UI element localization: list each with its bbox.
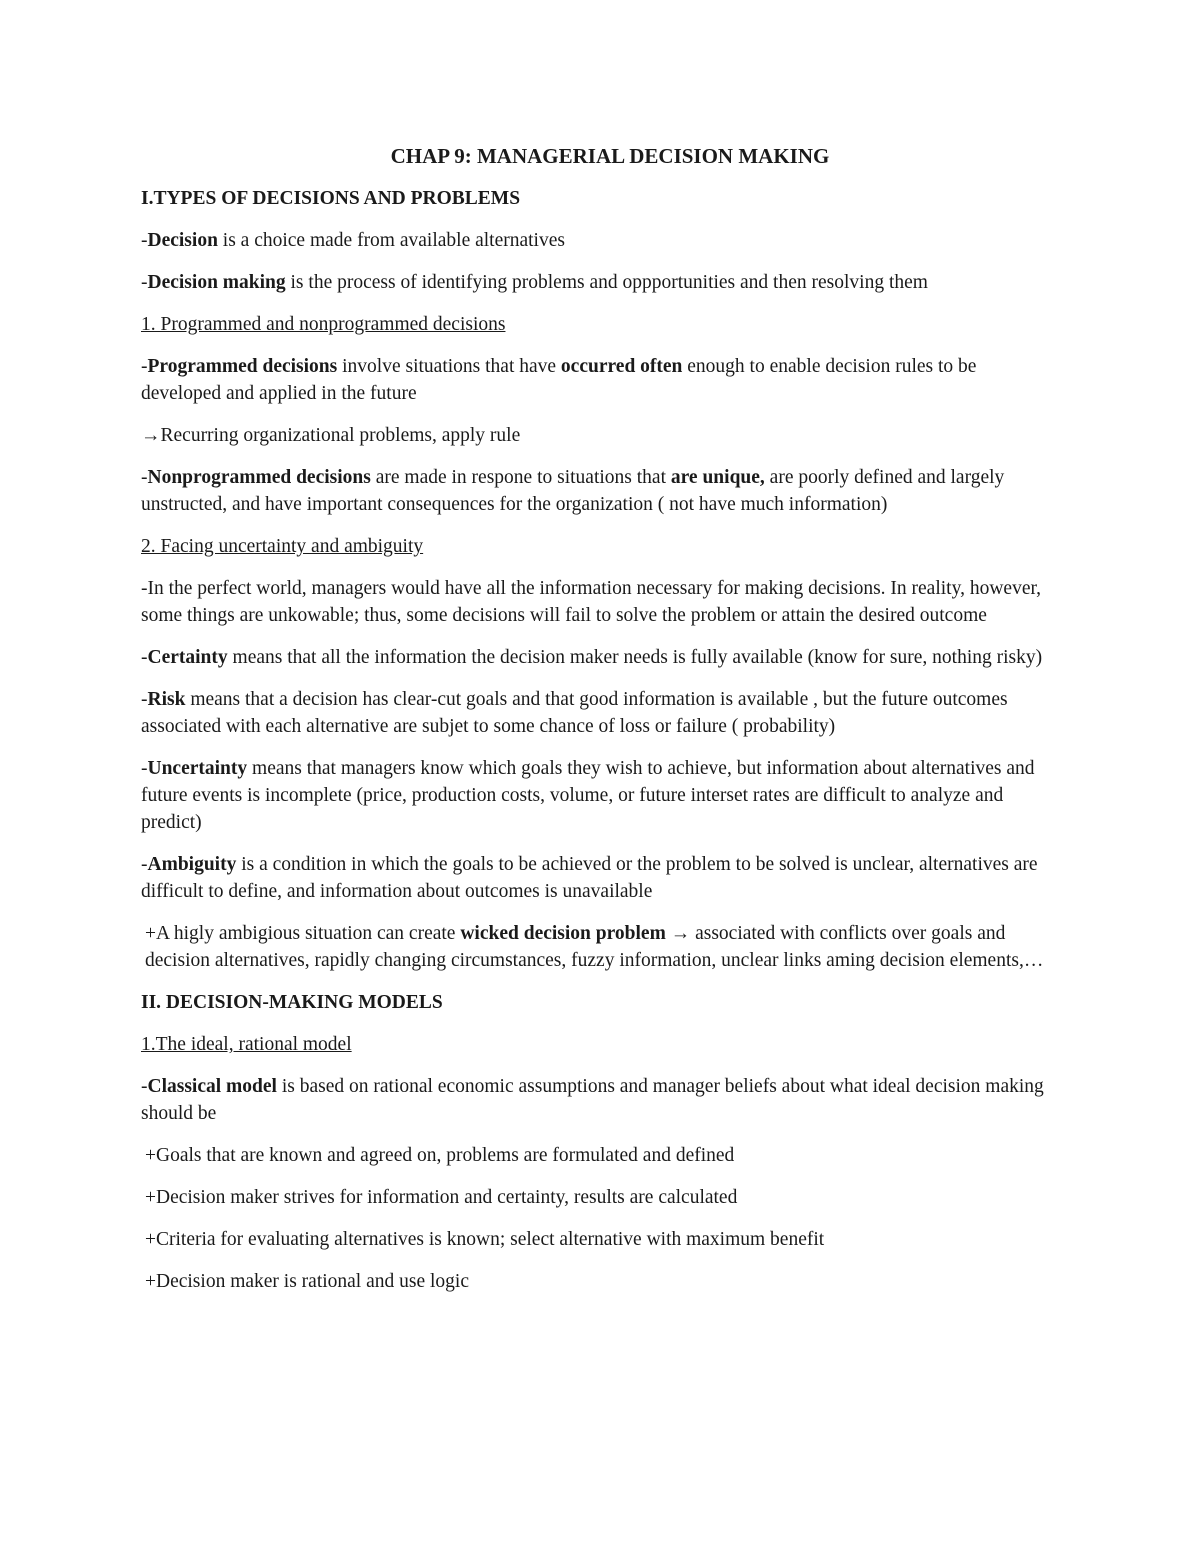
text-segment: are made in respone to situations that [370,467,671,488]
paragraph-classical-model [141,1073,1061,1127]
text-segment: +A higly ambigious situation can create [145,923,461,944]
definition-text: means that managers know which goals they wish to achieve, but information about alternatives and future events is incomplete (price, production costs, volume, or future interset rates are difficult to analyze and predict) [141,758,1035,833]
term-classical-model: Classical model [147,1076,277,1097]
text-segment: are poorly defined and largely unstructed, and have important consequences for the organization ( not have much information) [141,467,1005,515]
dash: - [141,689,148,710]
subheading-programmed-nonprogrammed: 1. Programmed and nonprogrammed decisions [141,314,506,335]
term-decision: Decision [147,230,218,251]
definition-text: is a condition in which the goals to be achieved or the problem to be solved is unclear, alternatives are difficult to define, and information about outcomes is unavailable [141,854,1038,902]
term-are-unique: are unique, [670,467,765,488]
dash: - [141,647,148,668]
definition-text: means that a decision has clear-cut goals and that good information is available , but the future outcomes associated with each alternative are subjet to some chance of loss or failure ( probability) [141,689,1008,737]
dash: - [141,854,148,875]
list-item: +Decision maker is rational and use logic [145,1271,469,1292]
term-decision-making: Decision making [147,272,286,293]
section-heading-types-of-decisions: I.TYPES OF DECISIONS AND PROBLEMS [141,188,521,209]
dash: - [141,272,148,293]
dash: - [141,758,148,779]
paragraph-nonprogrammed-decisions [141,464,1061,518]
definition-text: is the process of identifying problems and oppportunities and then resolving them [285,272,928,293]
text-segment: associated with conflicts over goals and decision alternatives, rapidly changing circumstances, fuzzy information, unclear links aming decision elements,… [145,923,1044,971]
dash: - [141,356,148,377]
paragraph-uncertainty [141,755,1061,836]
definition-text: is a choice made from available alternatives [217,230,565,251]
term-occurred-often: occurred often [560,356,683,377]
paragraph-recurring-problems: →Recurring organizational problems, apply rule [141,425,521,446]
term-uncertainty: Uncertainty [147,758,248,779]
term-ambiguity: Ambiguity [147,854,237,875]
dash: - [141,1076,148,1097]
dash: - [141,230,148,251]
term-certainty: Certainty [147,647,228,668]
term-programmed-decisions: Programmed decisions [147,356,338,377]
definition-text: is based on rational economic assumptions and manager beliefs about what ideal decision making should be [141,1076,1044,1124]
dash: - [141,467,148,488]
subheading-uncertainty-ambiguity: 2. Facing uncertainty and ambiguity [141,536,424,557]
list-item: +Decision maker strives for information and certainty, results are calculated [145,1187,738,1208]
paragraph-decision-making-definition [141,269,1061,296]
subheading-ideal-rational-model: 1.The ideal, rational model [141,1034,352,1055]
list-item: +Goals that are known and agreed on, problems are formulated and defined [145,1145,735,1166]
term-risk: Risk [147,689,186,710]
section-heading-decision-making-models: II. DECISION-MAKING MODELS [141,992,443,1013]
paragraph-risk [141,686,1061,740]
term-nonprogrammed-decisions: Nonprogrammed decisions [147,467,371,488]
text-segment: involve situations that have [337,356,561,377]
paragraph-certainty [141,644,1061,671]
list-item: +Criteria for evaluating alternatives is known; select alternative with maximum benefit [145,1229,825,1250]
paragraph-perfect-world: -In the perfect world, managers would have all the information necessary for making decisions. In reality, however, some things are unkowable; thus, some decisions will fail to solve the problem or attain the desired outcome [141,578,1042,626]
arrow-right-icon: → [665,923,691,944]
text-segment: enough to enable decision rules to be developed and applied in the future [141,356,977,404]
document-page [141,142,1061,1310]
paragraph-wicked-problem [141,920,1061,974]
page-title: CHAP 9: MANAGERIAL DECISION MAKING [390,144,830,168]
term-wicked-decision-problem: wicked decision problem [460,923,666,944]
definition-text: means that all the information the decision maker needs is fully available (know for sure, nothing risky) [227,647,1043,668]
paragraph-decision-definition [141,227,1061,254]
paragraph-ambiguity [141,851,1061,905]
paragraph-programmed-decisions [141,353,1061,407]
